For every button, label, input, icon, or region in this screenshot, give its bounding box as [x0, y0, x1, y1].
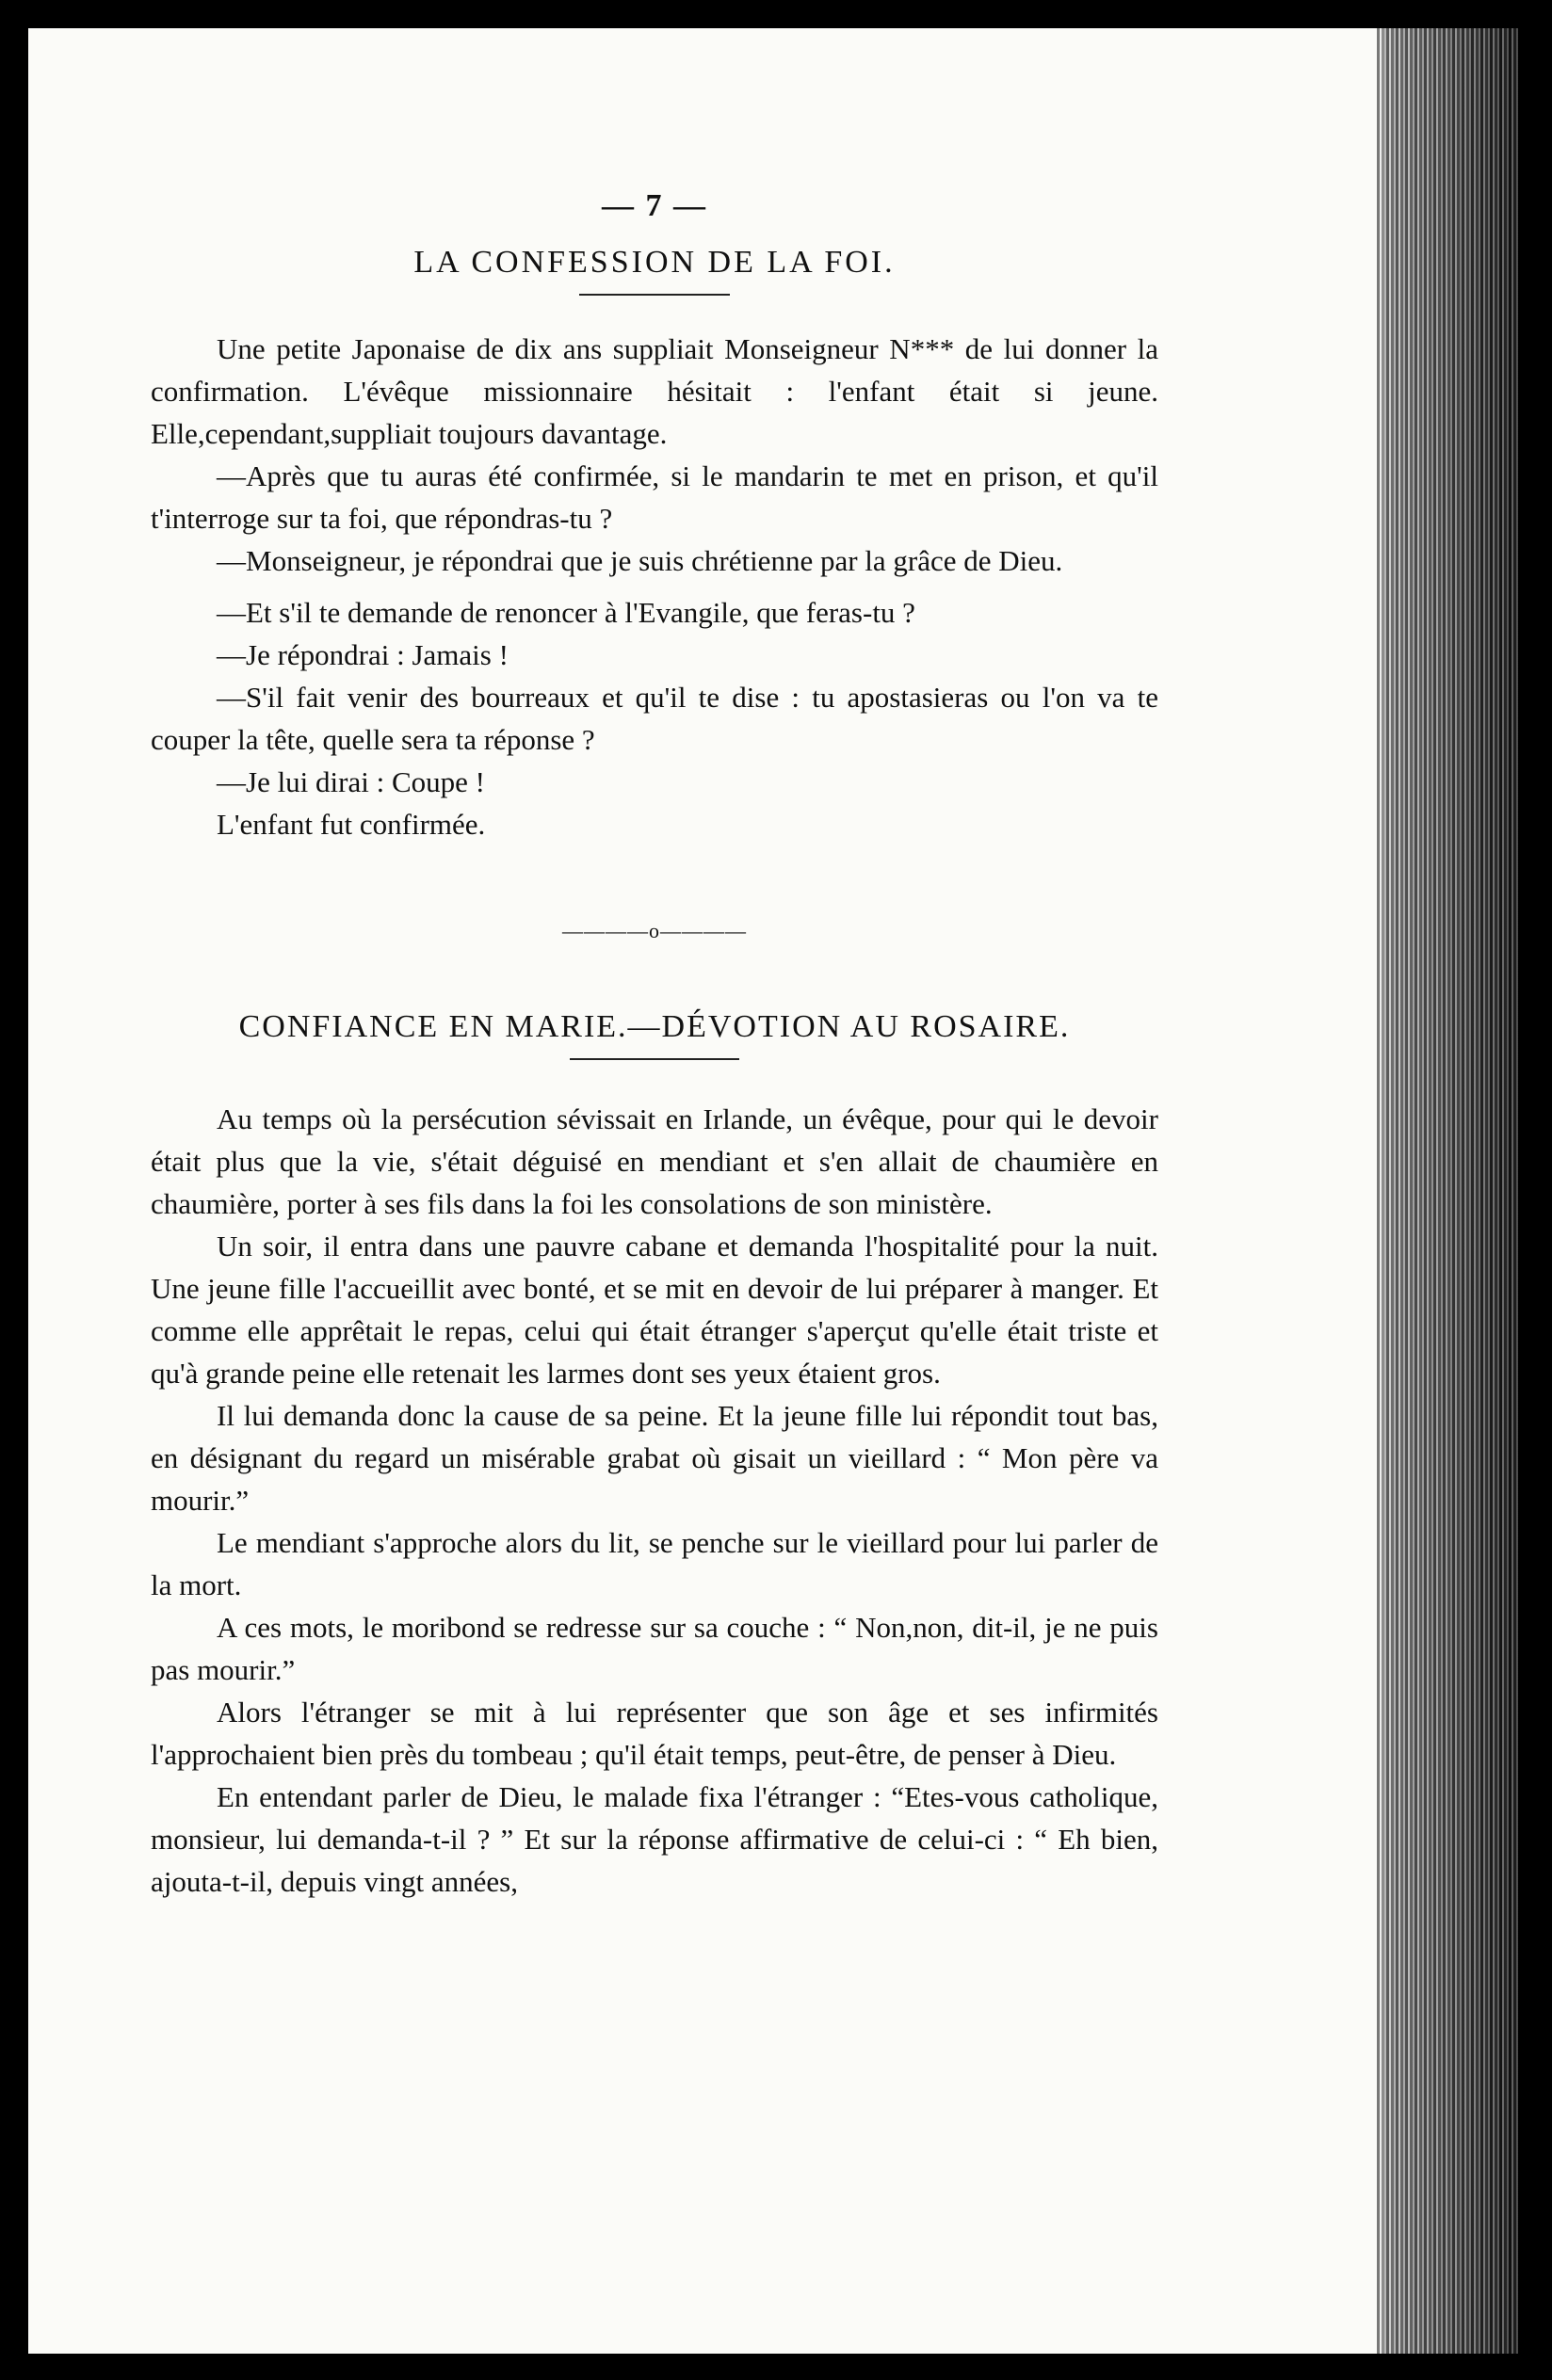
paragraph: —S'il fait venir des bourreaux et qu'il te dise : tu apostasieras ou l'on va te couper la tête, quelle sera ta réponse ?: [151, 681, 1158, 756]
paragraph: —Après que tu auras été confirmée, si le mandarin te met en prison, et qu'il t'interroge sur ta foi, que répondras-tu ?: [151, 459, 1158, 535]
section-title-confession: LA CONFESSION DE LA FOI.: [413, 245, 896, 280]
section-title-confiance: CONFIANCE EN MARIE.—DÉVOTION AU ROSAIRE.: [238, 1009, 1071, 1044]
paragraph: L'enfant fut confirmée.: [217, 808, 486, 841]
paragraph: Un soir, il entra dans une pauvre cabane et demanda l'hospitalité pour la nuit. Une jeune fille l'accueillit avec bonté, et se mit en devoir de lui préparer à manger. Et comme elle apprêtait le repas, celui qui était étranger s'aperçut qu'elle était triste et qu'à grande peine elle retenait les larmes dont ses yeux étaient gros.: [151, 1230, 1158, 1390]
section-divider: ————o————: [562, 919, 747, 942]
paragraph: Au temps où la persécution sévissait en Irlande, un évêque, pour qui le devoir était plus que la vie, s'était déguisé en mendiant et s'en allait de chaumière en chaumière, porter à ses fils dans la foi les consolations de son ministère.: [151, 1102, 1158, 1220]
paragraph: —Et s'il te demande de renoncer à l'Evangile, que feras-tu ?: [217, 596, 915, 629]
paragraph: Alors l'étranger se mit à lui représenter que son âge et ses infirmités l'approchaient bien près du tombeau ; qu'il était temps, peut-être, de penser à Dieu.: [151, 1696, 1158, 1771]
paragraph: —Je répondrai : Jamais !: [217, 638, 509, 671]
title-underline: [579, 294, 730, 296]
page-number: — 7 —: [602, 188, 707, 223]
paragraph: —Monseigneur, je répondrai que je suis chrétienne par la grâce de Dieu.: [217, 544, 1063, 577]
paragraph: Le mendiant s'approche alors du lit, se penche sur le vieillard pour lui parler de la mort.: [151, 1526, 1158, 1601]
paragraph: Il lui demanda donc la cause de sa peine. Et la jeune fille lui répondit tout bas, en désignant du regard un misérable grabat où gisait un vieillard : “ Mon père va mourir.”: [151, 1399, 1158, 1517]
page-edges: [1377, 28, 1518, 2354]
paragraph: A ces mots, le moribond se redresse sur sa couche : “ Non,non, dit-il, je ne puis pas mourir.”: [151, 1611, 1158, 1686]
paragraph: —Je lui dirai : Coupe !: [217, 765, 485, 798]
title-underline: [570, 1058, 739, 1060]
paragraph: En entendant parler de Dieu, le malade fixa l'étranger : “Etes-vous catholique, monsieur, lui demanda-t-il ? ” Et sur la réponse affirmative de celui-ci : “ Eh bien, ajouta-t-il, depuis vingt années,: [151, 1780, 1158, 1898]
paragraph: Une petite Japonaise de dix ans suppliait Monseigneur N*** de lui donner la confirmation. L'évêque missionnaire hésitait : l'enfant était si jeune. Elle,cependant,suppliait toujours davantage.: [151, 332, 1158, 450]
page-content: [151, 188, 1158, 1903]
